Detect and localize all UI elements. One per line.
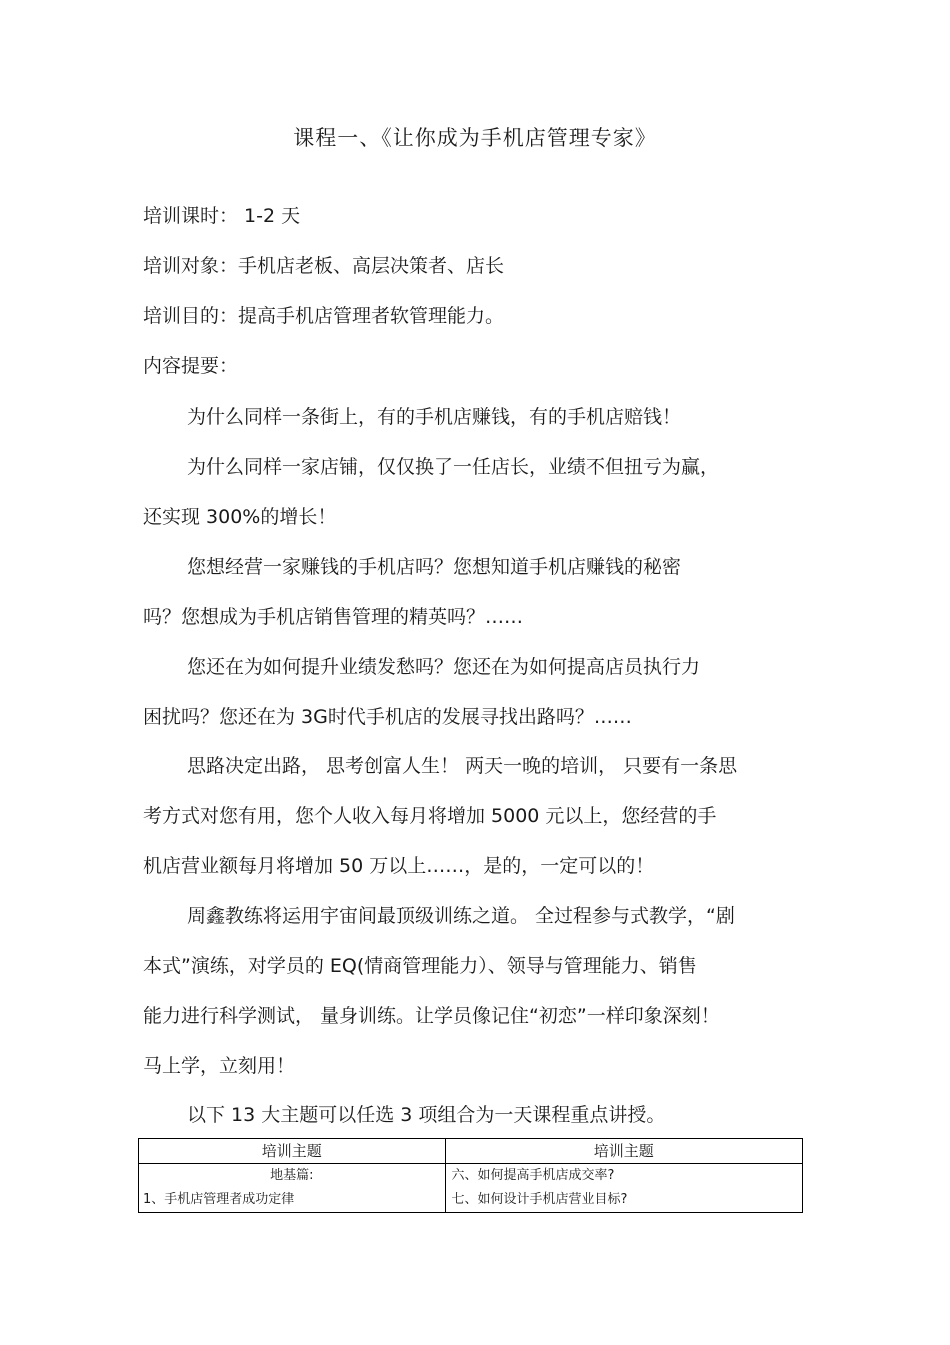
- topic-item: 1、手机店管理者成功定律: [143, 1192, 295, 1207]
- paragraph-line: 吗？您想成为手机店销售管理的精英吗？……: [143, 606, 524, 628]
- paragraph-line: 为什么同样一条街上，有的手机店赚钱，有的手机店赔钱！: [187, 406, 682, 428]
- info-hours: 培训课时： 1-2 天: [143, 205, 301, 227]
- paragraph-line: 周鑫教练将运用宇宙间最顶级训练之道。 全过程参与式教学，“剧: [187, 905, 735, 927]
- paragraph-line: 以下 13 大主题可以任选 3 项组合为一天课程重点讲授。: [187, 1104, 666, 1126]
- info-purpose: 培训目的：提高手机店管理者软管理能力。: [143, 305, 505, 327]
- paragraph-line: 考方式对您有用，您个人收入每月将增加 5000 元以上，您经营的手: [143, 805, 717, 827]
- paragraph-line: 能力进行科学测试， 量身训练。让学员像记住“初恋”一样印象深刻！: [143, 1005, 720, 1027]
- section-label: 地基篇:: [270, 1168, 314, 1183]
- topic-item: 七、如何设计手机店营业目标?: [451, 1192, 628, 1207]
- paragraph-line: 为什么同样一家店铺，仅仅换了一任店长，业绩不但扭亏为赢，: [187, 456, 720, 478]
- topics-table: [138, 1138, 803, 1213]
- table-header-cell: 培训主题: [445, 1139, 802, 1164]
- page-title: 课程一、《让你成为手机店管理专家》: [293, 126, 657, 150]
- table-cell-left: [139, 1164, 446, 1213]
- paragraph-line: 困扰吗？您还在为 3G时代手机店的发展寻找出路吗？……: [143, 706, 632, 728]
- paragraph-line: 本式”演练，对学员的 EQ(情商管理能力）、领导与管理能力、销售: [143, 955, 697, 977]
- info-summary-label: 内容提要：: [143, 355, 239, 377]
- table-row: [139, 1164, 803, 1213]
- table-header-row: [139, 1139, 803, 1164]
- info-audience: 培训对象：手机店老板、高层决策者、店长: [143, 255, 505, 277]
- table-cell-right: [445, 1164, 802, 1213]
- paragraph-line: 思路决定出路， 思考创富人生！ 两天一晚的培训， 只要有一条思: [187, 755, 738, 777]
- paragraph-line: 马上学，立刻用！: [143, 1055, 296, 1077]
- paragraph-line: 您想经营一家赚钱的手机店吗？您想知道手机店赚钱的秘密: [187, 556, 682, 578]
- paragraph-line: 您还在为如何提升业绩发愁吗？您还在为如何提高店员执行力: [187, 656, 701, 678]
- topic-item: 六、如何提高手机店成交率?: [451, 1168, 615, 1183]
- table-header-cell: 培训主题: [139, 1139, 446, 1164]
- paragraph-line: 机店营业额每月将增加 50 万以上……，是的，一定可以的！: [143, 855, 655, 877]
- paragraph-line: 还实现 300%的增长！: [143, 506, 337, 528]
